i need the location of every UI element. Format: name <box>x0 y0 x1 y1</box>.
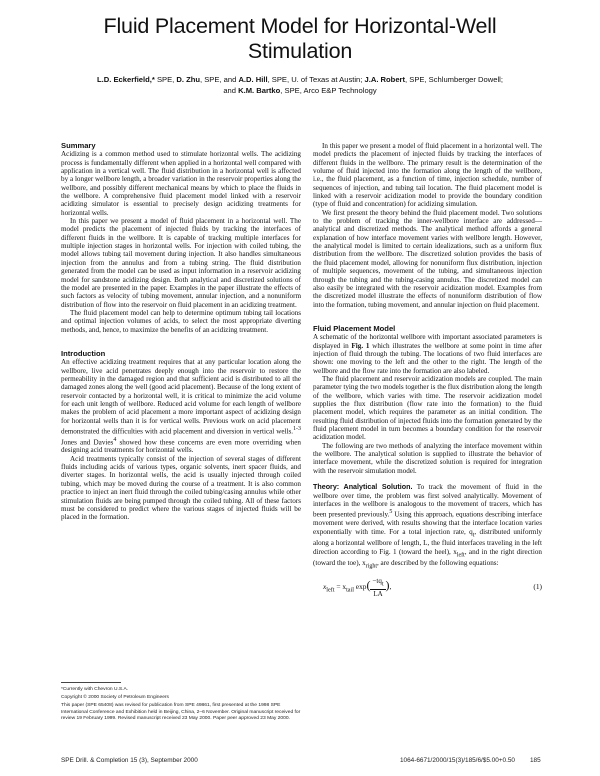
equation-symbol: −tq <box>372 577 382 586</box>
text-run: , and in the right direction (toward the toe), x <box>313 547 542 568</box>
summary-paragraph: In this paper we present a model of fluid placement in a horizontal well. The model predicts the placement of injected fluids by tracking the interfaces of different fluids in the wellbore. It is capable of tracking multiple interfaces for multiple injection stages in horizontal wells. For injection with coiled tubing, the model allows tubing tail movement during injection. It also handles simultaneous injection from the annulus and from a tubing string. The fluid distribution generated from the model can be used as input information in a reservoir acidizing model for sandstone acidizing design. Both analytical and discretized solutions of the model are presented in the paper. Examples in the paper illustrate the effects of such factors as velocity of tubing movement, annular injection, and a nonuniform distribution of flow into the reservoir on fluid placement in an acidizing treatment. <box>61 217 301 309</box>
summary-heading: Summary <box>61 141 96 150</box>
intro-paragraph: Acid treatments typically consist of the injection of several stages of different fluids including acids of various types, organic solvents, inert spacer fluids, and diverter stages. In horizontal wells, the acid is usually injected through coiled tubing, which may be moved during the course of a treatment. It is also common practice to inject an inert fluid through the coiled tubing/casing annulus while other stimulation fluids are being pumped through the coiled tubing. All of these factors must be considered to predict where the various stages of injected fluids will be placed in the formation. <box>61 454 301 522</box>
body-paragraph: The following are two methods of analyzing the interface movement within the wellbore. The analytical solution is supplied to illustrate the behavior of interface movement, while the discretized solution is required for integration with the reservoir simulation model. <box>313 441 542 475</box>
body-paragraph: We first present the theory behind the fluid placement model. Two solutions to the problem of tracking the inner-wellbore interface are addressed—analytical and discretized methods. The analytical method affords a general explanation of how interface movement varies with wellbore length. However, the analytical model is limited to certain idealizations, such as a uniform flux distribution from the wellbore. The discretized solution provides the basis of the fluid placement model, allowing for nonuniform flux distribution, injection of multiple sequences, movement of the tubing, and simultaneous injection through the tubing and the tubing-casing annulus. The discretized model can also easily be integrated with the reservoir acidization model. Examples from the discretized model illustrate the effects of nonuniform distribution of flow into the formation, tubing movement, and annular injection on fluid placement. <box>313 208 542 309</box>
author-name: A.D. Hill <box>238 75 268 84</box>
author-block <box>30 74 570 96</box>
right-column <box>313 142 542 598</box>
equation-subscript: tail <box>346 587 354 594</box>
intro-paragraph <box>61 358 301 455</box>
author-line-1 <box>30 74 570 85</box>
spacer <box>313 309 542 325</box>
body-paragraph: The fluid placement and reservoir acidization models are coupled. The main parameter tying the two models together is the flux distribution along the length of the wellbore, which varies with time. The reservoir acidization model supplies the flux distribution (flow rate into the formation) to the fluid placement model, which requires the parameter as an initial condition. The resulting fluid distribution of injected fluids into the formation generated by the fluid placement model in turn becomes a boundary condition for the reservoir acidization model. <box>313 374 542 442</box>
subscript: t <box>472 531 475 538</box>
citation-superscript: 4 <box>113 436 117 443</box>
text-run: which illustrates the wellbore at some point in time after injection of fluid through the tubing. The locations of two fluid interfaces are shown: one moving to the left and the other to the right. The length of the wellbore and the flow rate into the formation are also labeled. <box>313 341 542 375</box>
copyright-note: Copyright © 2000 Society of Petroleum Engineers <box>61 695 169 701</box>
text-run: , are described by the following equations: <box>376 559 499 568</box>
author-affiliation: , SPE, Schlumberger Dowell; <box>405 75 503 84</box>
body-paragraph: In this paper we present a model of fluid placement in a horizontal well. The model predicts the placement of injected fluids by tracking the interfaces of different fluids in the wellbore. The primary result is the determination of the volume of fluid injected into the formation along the length of the wellbore, i.e., the fluid placement, as a function of time, injection schedule, number of sequences of injection, and tubing tail location. The fluid placement model is linked with a reservoir acidization model to provide the boundary condition (type of fluid and concentration) for acidizing simulation. <box>313 142 542 209</box>
paper-title <box>0 14 600 64</box>
citation-superscript: 1-3 <box>293 426 301 432</box>
equation-fraction <box>370 577 385 597</box>
subscript: left <box>456 552 465 559</box>
text-run: showed how these concerns are even more overriding when designing acid treatments for horizontal wells. <box>61 438 302 455</box>
summary-paragraph: Acidizing is a common method used to stimulate horizontal wells. The acidizing process is fundamentally different when applied in a horizontal well compared with application in a vertical well. The fluid distribution in a horizontal well is affected by a longer wellbore length, a broader variation in the reservoir properties along the wellbore, and possibly different mechanical means by which to place the fluids in the wellbore. A comprehensive fluid placement model linked with a reservoir acidizing simulator is essential to precisely design acidizing treatments for horizontal wells. <box>61 150 301 217</box>
equation-function: exp <box>353 582 367 592</box>
left-column <box>61 142 301 522</box>
text-run: Jones and Davies <box>61 438 114 447</box>
summary-paragraph: The fluid placement model can help to determine optimum tubing tail locations and optimal injection volumes of acids, to select the most appropriate diverting methods, and, hence, to maximize the benefits of an acidizing treatment. <box>61 308 301 334</box>
equation-subscript: left <box>326 587 335 594</box>
fraction-denominator: LA <box>373 589 383 598</box>
equation-symbol: x <box>323 582 327 592</box>
spacer <box>61 334 301 350</box>
citation-superscript: 5 <box>389 509 393 516</box>
author-line-2 <box>30 85 570 96</box>
equation-1 <box>313 577 542 597</box>
introduction-heading: Introduction <box>61 348 106 358</box>
text-run: To track the movement of fluid in the wellbore over time, the problem was first solved analytically. Movement of interfaces in the wellbore is analogous to the movement of tracers, which has been presented previously. <box>313 483 542 519</box>
figure-reference: Fig. 1 <box>351 341 370 350</box>
journal-footer: SPE Drill. & Completion 15 (3), September 2000 <box>61 757 198 764</box>
fluid-placement-model-heading: Fluid Placement Model <box>313 323 396 333</box>
publication-note: This paper (SPE 65408) was revised for publication from SPE 49861, first presented at the 1998 SPE International Conference and Exhibition held in Beijing, China, 2–6 November. Original manuscript received for review 19 February 1999. Revised manuscript received 23 May 2000. Paper peer approved 23 May 2000. <box>61 703 301 721</box>
author-name: L.D. Eckerfield,* <box>97 75 155 84</box>
footnotes <box>61 687 301 724</box>
text-run: An effective acidizing treatment requires that at any particular location along the wellbore, live acid penetrates deeply enough into the reservoir to restore the permeability in the damaged region and that sufficient acid is distributed to all the damaged zones along the well (good acid placement). Because of the long extent of reservoir contacted by a horizontal well, it is critical to minimize the acid volume for each unit length of wellbore. Reduced acid volume for each length of wellbore makes the problem of acid placement a more important aspect of acidizing design for horizontal wells than it is for vertical wells. Previous work on acid placement demonstrated the difficulties with acid placement and diversion in vertical wells. <box>61 358 301 436</box>
equation-subscript: t <box>381 581 384 588</box>
fraction-numerator <box>370 577 385 589</box>
footnote-rule <box>61 682 121 683</box>
page-number: 185 <box>530 757 541 764</box>
author-affiliation: , SPE, Arco E&P Technology <box>280 86 377 95</box>
equation-number: (1) <box>533 582 542 592</box>
text-run: A schematic of the horizontal wellbore with important associated parameters is displayed in <box>313 333 542 350</box>
text-run: , distributed uniformly along a horizontal wellbore of length, L, the fluid interfaces traveling in the left direction according to Fig. 1 (toward the heel), x <box>313 527 542 556</box>
author-affiliation: , SPE, and <box>200 75 239 84</box>
author-connector: and <box>223 86 239 95</box>
body-paragraph <box>313 333 542 375</box>
title-line-1: Fluid Placement Model for Horizontal-Well <box>103 14 497 38</box>
text-run: Using this approach, equations describing interface movement were derived, with results showing that the interface location varies exponentially with time. For a total injection rate, q <box>313 510 542 536</box>
theory-subheading: Theory: Analytical Solution. <box>313 483 413 492</box>
author-name: K.M. Bartko <box>238 86 281 95</box>
equation-symbol: = x <box>334 582 347 592</box>
footnote: *Currently with Chevron U.S.A. <box>61 687 129 692</box>
subscript: right <box>365 563 377 570</box>
author-affiliation: , SPE, U. of Texas at Austin; <box>267 75 365 84</box>
spacer <box>313 475 542 483</box>
author-name: D. Zhu <box>176 75 201 84</box>
title-line-2: Stimulation <box>247 39 353 63</box>
issn-footer: 1064-6671/2000/15(3)/185/6/$5.00+0.50 <box>400 757 515 764</box>
author-affiliation: SPE, <box>154 75 177 84</box>
body-paragraph <box>313 483 542 571</box>
equation-body: $x_{left} = x_{tail}$ exp( $\frac{-tq_t}{LA}$ ), <box>323 577 392 598</box>
author-name: J.A. Robert <box>364 75 406 84</box>
